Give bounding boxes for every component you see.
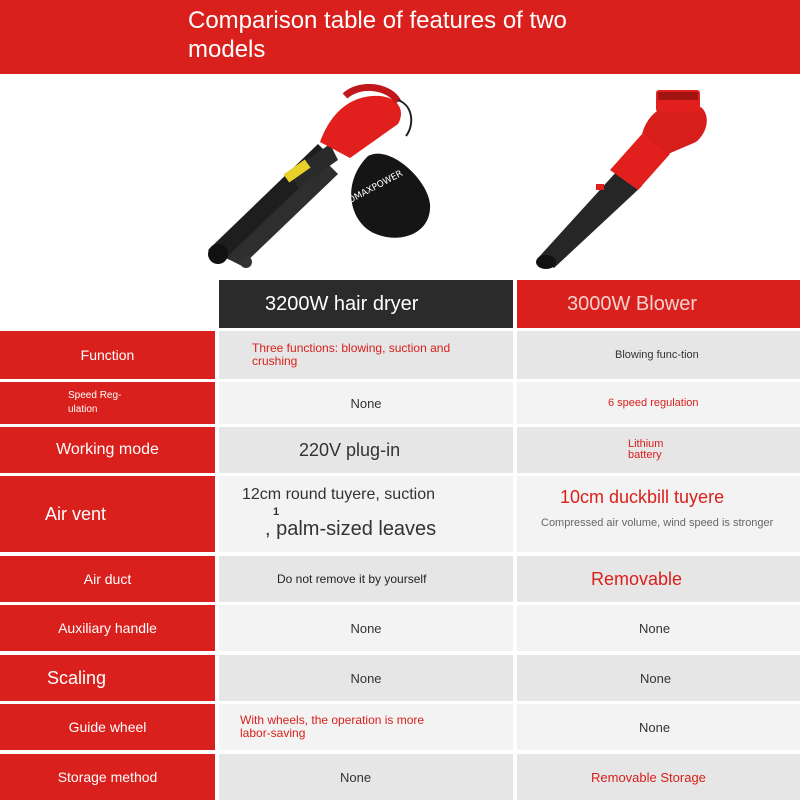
row-label-working-mode: Working mode bbox=[0, 427, 215, 473]
cell-speed-regulation-blower bbox=[517, 382, 800, 424]
row-label-text: Speed Reg-ulation bbox=[68, 390, 122, 415]
cell-scaling-blower bbox=[517, 655, 800, 701]
row-label-auxiliary-handle: Auxiliary handle bbox=[0, 605, 215, 651]
cell-auxiliary-handle-hair-dryer bbox=[219, 605, 513, 651]
row-label-text: Scaling bbox=[47, 667, 107, 688]
cell-storage-method-blower bbox=[517, 754, 800, 800]
page-title: Comparison table of features of two models bbox=[188, 7, 567, 63]
row-label-storage-method: Storage method bbox=[0, 754, 215, 800]
cell-text-mark: 1 bbox=[273, 506, 280, 518]
cell-text: None bbox=[639, 620, 671, 636]
cell-text: Removable Storage bbox=[591, 769, 706, 785]
cell-text: None bbox=[340, 769, 372, 785]
cell-air-duct-blower bbox=[517, 556, 800, 602]
cell-text: Do not remove it by yourself bbox=[277, 572, 427, 586]
cell-function-hair-dryer bbox=[219, 331, 513, 379]
cell-text-line2: , palm-sized leaves bbox=[265, 518, 437, 540]
cell-guide-wheel-hair-dryer bbox=[219, 704, 513, 750]
blower-product-image bbox=[532, 86, 712, 270]
cell-air-duct-hair-dryer bbox=[219, 556, 513, 602]
cell-air-vent-hair-dryer bbox=[219, 476, 513, 552]
row-label-speed-regulation bbox=[0, 382, 215, 424]
cell-text: None bbox=[350, 670, 382, 686]
cell-text: None bbox=[350, 620, 382, 636]
cell-text: None bbox=[640, 670, 672, 686]
row-label-function: Function bbox=[0, 331, 215, 379]
cell-text: Removable bbox=[591, 568, 683, 589]
cell-scaling-hair-dryer bbox=[219, 655, 513, 701]
cell-text: None bbox=[639, 719, 671, 735]
cell-text: 220V plug-in bbox=[299, 439, 401, 460]
cell-auxiliary-handle-blower bbox=[517, 605, 800, 651]
product-brand-text: TOMAXPOWER bbox=[341, 168, 405, 209]
cell-function-blower bbox=[517, 331, 800, 379]
title-banner bbox=[0, 0, 800, 74]
cell-text: Lithium battery bbox=[628, 438, 664, 461]
cell-text: 6 speed regulation bbox=[608, 397, 699, 409]
row-label-scaling bbox=[0, 655, 215, 701]
cell-working-mode-blower bbox=[517, 427, 800, 473]
cell-text: With wheels, the operation is more labor-saving bbox=[240, 713, 425, 740]
hair-dryer-product-image bbox=[200, 84, 450, 274]
cell-text: Three functions: blowing, suction and crushing bbox=[252, 341, 451, 368]
row-label-text: Air vent bbox=[45, 503, 107, 524]
cell-working-mode-hair-dryer bbox=[219, 427, 513, 473]
cell-text-line1: 12cm round tuyere, suction bbox=[242, 486, 435, 503]
cell-subtext: Compressed air volume, wind speed is stronger bbox=[541, 517, 774, 529]
cell-title: 10cm duckbill tuyere bbox=[560, 487, 725, 507]
row-label-air-duct: Air duct bbox=[0, 556, 215, 602]
cell-storage-method-hair-dryer bbox=[219, 754, 513, 800]
cell-text: Blowing func-tion bbox=[615, 348, 699, 361]
row-label-guide-wheel: Guide wheel bbox=[0, 704, 215, 750]
row-label-air-vent bbox=[0, 476, 215, 552]
product-column-header-blower: 3000W Blower bbox=[517, 280, 800, 328]
cell-speed-regulation-hair-dryer bbox=[219, 382, 513, 424]
cell-text: None bbox=[350, 395, 382, 411]
product-column-header-hair-dryer: 3200W hair dryer bbox=[219, 280, 513, 328]
cell-guide-wheel-blower bbox=[517, 704, 800, 750]
cell-air-vent-blower bbox=[517, 476, 800, 552]
